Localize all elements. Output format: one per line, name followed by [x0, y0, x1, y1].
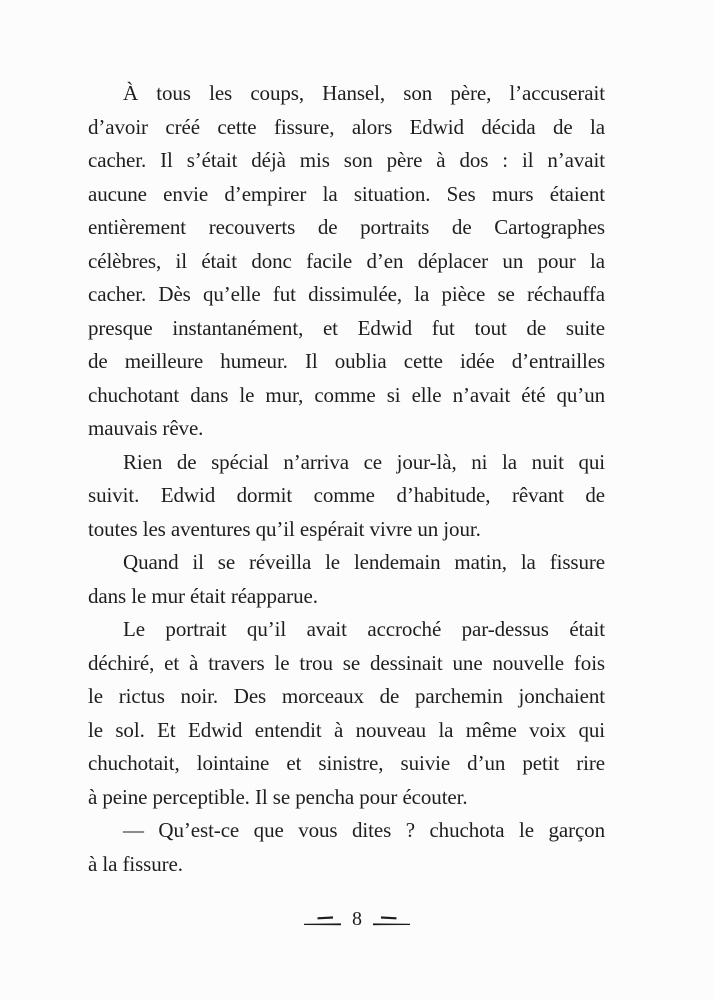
- text-line: d’avoir créé cette fissure, alors Edwid décida de la: [88, 114, 605, 139]
- text-line: Quand il se réveilla le lendemain matin, la fissure: [123, 550, 605, 574]
- text-line: déchiré, et à travers le trou se dessinait une nouvelle fois: [88, 650, 605, 675]
- paragraph: [88, 77, 605, 446]
- text-line: de meilleure humeur. Il oublia cette idée d’entrailles: [88, 349, 605, 373]
- text-line: entièrement recouverts de portraits de Cartographes: [88, 215, 605, 239]
- paragraph: [88, 546, 605, 613]
- page-number: 8: [352, 908, 362, 930]
- text-line: presque instantanément, et Edwid fut tout de suite: [88, 315, 605, 340]
- text-line: aucune envie d’empirer la situation. Ses murs étaient: [88, 181, 605, 206]
- text-line: dans le mur était réapparue.: [88, 583, 318, 608]
- text-line: le rictus noir. Des morceaux de parchemin jonchaient: [88, 684, 605, 708]
- text-line: Rien de spécial n’arriva ce jour-là, ni la nuit qui: [123, 449, 605, 474]
- text-line: Le portrait qu’il avait accroché par-dessus était: [123, 617, 605, 641]
- text-line: À tous les coups, Hansel, son père, l’accuserait: [123, 81, 605, 105]
- paragraph: [88, 613, 605, 814]
- text-line: suivit. Edwid dormit comme d’habitude, rêvant de: [88, 483, 605, 507]
- text-line: cacher. Il s’était déjà mis son père à dos : il n’avait: [88, 148, 605, 172]
- paragraph: [88, 446, 605, 547]
- text-line: chuchotant dans le mur, comme si elle n’avait été qu’un: [88, 382, 605, 407]
- paragraph: [88, 814, 605, 881]
- text-block: [88, 77, 605, 881]
- text-line: cacher. Dès qu’elle fut dissimulée, la pièce se réchauffa: [88, 282, 605, 306]
- text-line: à la fissure.: [88, 851, 183, 876]
- text-line: à peine perceptible. Il se pencha pour écouter.: [88, 784, 468, 809]
- flourish-left-icon: [304, 915, 342, 927]
- text-line: toutes les aventures qu’il espérait vivre un jour.: [88, 516, 481, 541]
- text-line: — Qu’est-ce que vous dites ? chuchota le garçon: [123, 818, 605, 842]
- text-line: le sol. Et Edwid entendit à nouveau la même voix qui: [88, 717, 605, 742]
- page-footer: [0, 910, 714, 928]
- text-line: mauvais rêve.: [88, 416, 204, 440]
- text-line: célèbres, il était donc facile d’en déplacer un pour la: [88, 248, 605, 273]
- flourish-right-icon: [372, 915, 410, 927]
- text-line: chuchotait, lointaine et sinistre, suivie d’un petit rire: [88, 751, 605, 775]
